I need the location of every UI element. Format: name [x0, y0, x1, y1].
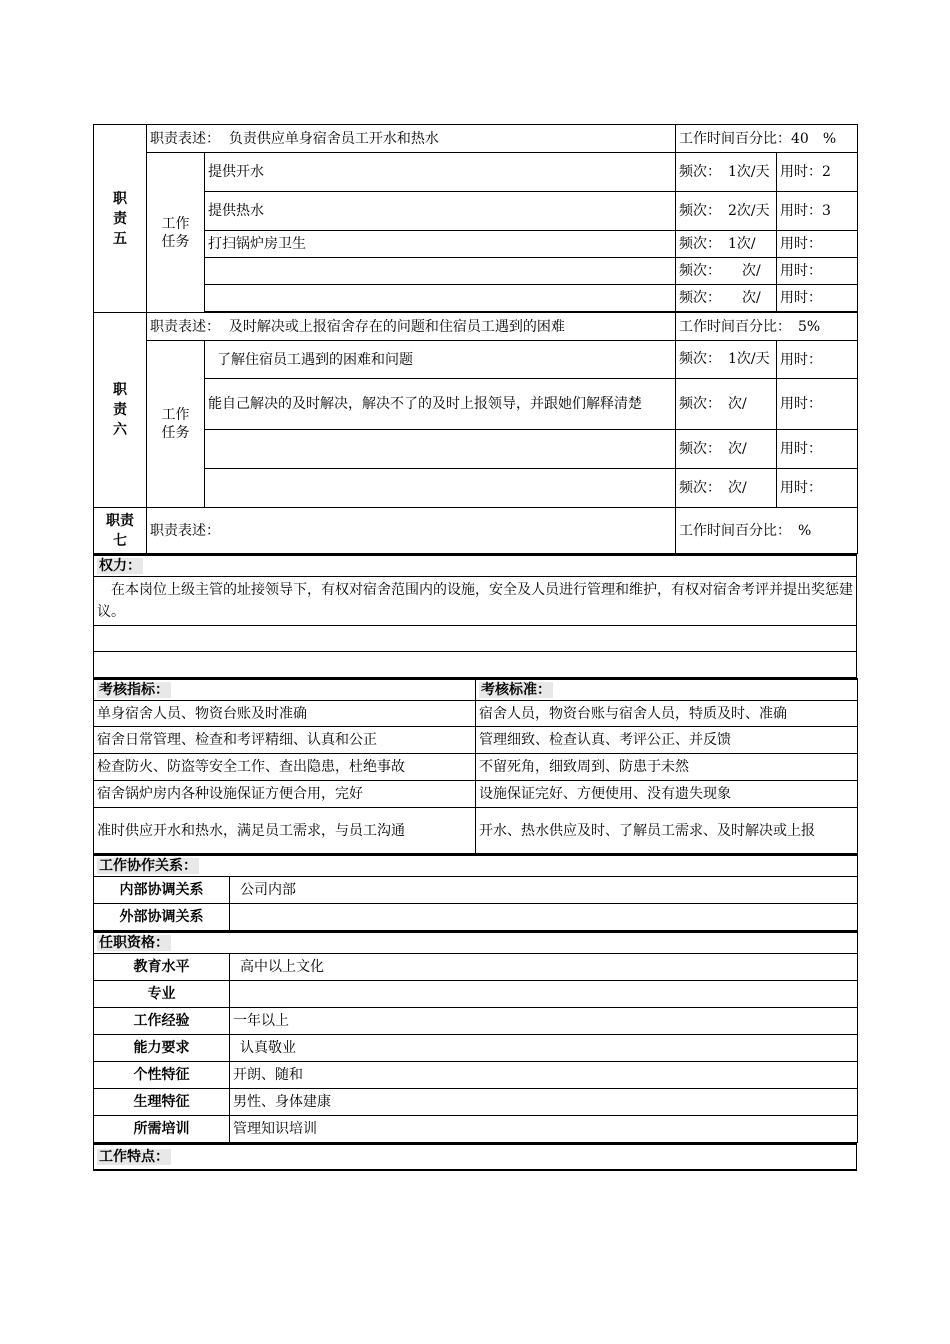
assessment-standard: 宿舍人员，物资台账与宿舍人员，特质及时、准确	[476, 701, 858, 727]
duty7-time-percentage: 工作时间百分比： %	[676, 508, 858, 554]
duty5-task-label: 工作 任务	[147, 153, 205, 313]
duty5-task-duration: 用时：2	[777, 153, 858, 192]
duty6-task-duration: 用时：	[777, 469, 858, 508]
duty6-task-frequency: 频次： 1次/天	[676, 341, 777, 379]
duty5-task-duration: 用时：	[777, 258, 858, 285]
duty6-description	[147, 313, 676, 341]
qualification-title: 任职资格：	[94, 932, 858, 954]
qualification-value: 开朗、随和	[230, 1062, 858, 1089]
cooperation-label: 内部协调关系	[94, 877, 230, 904]
cooperation-value	[230, 904, 858, 931]
assessment-table	[93, 678, 858, 854]
duty6-desc-label: 职责表述：	[150, 318, 220, 335]
qualification-label: 教育水平	[94, 954, 230, 981]
qualification-value	[230, 981, 858, 1008]
assessment-indicator: 单身宿舍人员、物资台账及时准确	[94, 701, 476, 727]
duty6-task: 能自己解决的及时解决，解决不了的及时上报领导，并跟她们解释清楚	[205, 379, 676, 430]
duty5-task-frequency: 频次： 2次/天	[676, 192, 777, 231]
assessment-indicator: 检查防火、防盗等安全工作、查出隐患，杜绝事故	[94, 754, 476, 781]
duty6-task	[205, 430, 676, 469]
features-title: 工作特点：	[94, 1144, 857, 1170]
duty6-label: 职 责 六	[94, 313, 147, 508]
duty6-desc-text: 及时解决或上报宿舍存在的问题和住宿员工遇到的困难	[228, 318, 565, 335]
duties-table	[93, 124, 858, 554]
qualification-label: 能力要求	[94, 1035, 230, 1062]
duty5-task-frequency: 频次： 次/	[676, 258, 777, 285]
duty6-task-frequency: 频次： 次/	[676, 379, 777, 430]
assessment-indicator: 准时供应开水和热水，满足员工需求，与员工沟通	[94, 808, 476, 854]
qualification-value: 高中以上文化	[230, 954, 858, 981]
authority-title: 权力：	[94, 555, 857, 577]
qualification-table	[93, 931, 858, 1143]
assessment-indicator-title: 考核指标：	[94, 679, 476, 701]
qualification-label: 个性特征	[94, 1062, 230, 1089]
duty5-desc-label: 职责表述：	[150, 130, 220, 147]
duty5-description	[147, 125, 676, 153]
duty5-time-percentage: 工作时间百分比：40 %	[676, 125, 858, 153]
duty5-task-duration: 用时：	[777, 285, 858, 312]
duty6-task-duration: 用时：	[777, 341, 858, 379]
qualification-value: 管理知识培训	[230, 1116, 858, 1143]
assessment-standard: 开水、热水供应及时、了解员工需求、及时解决或上报	[476, 808, 858, 854]
duty5-label: 职 责 五	[94, 125, 147, 313]
cooperation-value: 公司内部	[230, 877, 858, 904]
duty5-desc-text: 负责供应单身宿舍员工开水和热水	[228, 130, 439, 147]
cooperation-label: 外部协调关系	[94, 904, 230, 931]
cooperation-title: 工作协作关系：	[94, 855, 858, 877]
cooperation-table	[93, 854, 858, 931]
duty6-task-frequency: 频次： 次/	[676, 430, 777, 469]
duty5-task-duration: 用时：	[777, 231, 858, 258]
qualification-value: 认真敬业	[230, 1035, 858, 1062]
assessment-standard-title: 考核标准：	[476, 679, 858, 701]
assessment-indicator: 宿舍日常管理、检查和考评精细、认真和公正	[94, 727, 476, 754]
duty7-description: 职责表述：	[147, 508, 676, 554]
assessment-standard: 不留死角，细致周到、防患于未然	[476, 754, 858, 781]
qualification-label: 生理特征	[94, 1089, 230, 1116]
duty6-task-frequency: 频次： 次/	[676, 469, 777, 508]
duty6-task	[205, 469, 676, 508]
duty5-task-frequency: 频次： 次/	[676, 285, 777, 312]
duty5-task	[205, 258, 676, 285]
duty7-label: 职责 七	[94, 508, 147, 554]
duty6-task: 了解住宿员工遇到的困难和问题	[205, 341, 676, 379]
duty5-task	[205, 285, 676, 312]
duty5-task-duration: 用时：3	[777, 192, 858, 231]
assessment-indicator: 宿舍锅炉房内各种设施保证方便合用，完好	[94, 781, 476, 808]
duty6-task-duration: 用时：	[777, 430, 858, 469]
authority-table	[93, 554, 857, 678]
job-description-document	[93, 124, 857, 1171]
duty5-task: 提供开水	[205, 153, 676, 192]
duty6-task-label: 工作 任务	[147, 341, 205, 508]
duty5-task: 打扫锅炉房卫生	[205, 231, 676, 258]
assessment-standard: 设施保证完好、方便使用、没有遗失现象	[476, 781, 858, 808]
qualification-label: 专业	[94, 981, 230, 1008]
qualification-label: 所需培训	[94, 1116, 230, 1143]
features-table	[93, 1143, 857, 1171]
authority-blank-row	[94, 626, 857, 652]
assessment-standard: 管理细致、检查认真、考评公正、并反馈	[476, 727, 858, 754]
authority-blank-row	[94, 652, 857, 678]
qualification-label: 工作经验	[94, 1008, 230, 1035]
duty6-task-duration: 用时：	[777, 379, 858, 430]
duty5-task-frequency: 频次： 1次/天	[676, 153, 777, 192]
qualification-value: 男性、身体建康	[230, 1089, 858, 1116]
authority-text: 在本岗位上级主管的址接领导下，有权对宿舍范围内的设施，安全及人员进行管理和维护，有权对宿舍考评并提出奖惩建议。	[94, 577, 857, 626]
duty5-task: 提供热水	[205, 192, 676, 231]
duty5-task-frequency: 频次： 1次/	[676, 231, 777, 258]
qualification-value: 一年以上	[230, 1008, 858, 1035]
duty6-time-percentage: 工作时间百分比： 5%	[676, 313, 858, 341]
